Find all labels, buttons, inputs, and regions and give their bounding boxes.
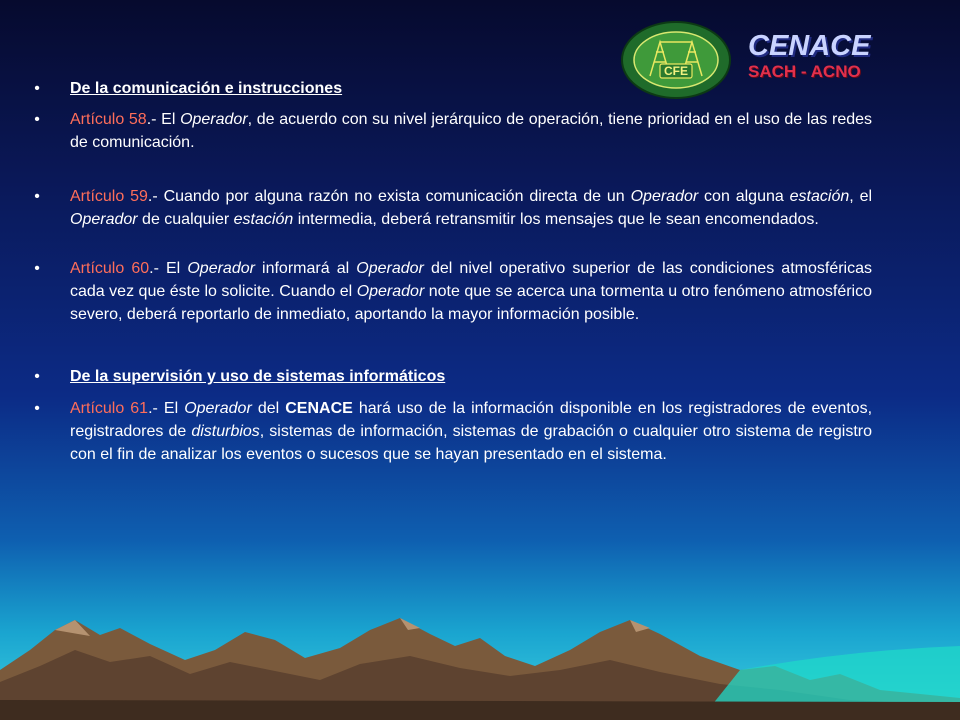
- text-run: note que se acerca una tormenta u otro fenómeno atmosférico severo, deberá reportarlo de inmediato, aportando la mayor información posible.: [70, 283, 873, 323]
- article-text: [70, 185, 872, 231]
- brand-title: CENACE: [748, 30, 871, 62]
- article-label: Artículo 60: [70, 260, 150, 277]
- article-label: Artículo 58: [70, 111, 147, 128]
- bullet: •: [34, 80, 40, 97]
- text-run: disturbios: [191, 423, 260, 440]
- list-item-articulo-59: [30, 185, 872, 231]
- text-run: CENACE: [285, 400, 353, 417]
- text-run: , de acuerdo con su nivel jerárquico de operación, tiene prioridad en el uso de las redes de comunicación.: [70, 111, 873, 151]
- brand-block: [748, 30, 870, 82]
- text-run: Operador: [356, 260, 424, 277]
- text-run: , sistemas de información, sistemas de grabación o cualquier otro sistema de registro con el fin de analizar los eventos o sucesos que se hayan presentado en el sistema.: [70, 423, 872, 463]
- text-run: del: [251, 400, 286, 417]
- text-run: .- El: [148, 400, 185, 417]
- text-run: Operador: [187, 260, 255, 277]
- text-run: estación: [789, 188, 850, 205]
- article-label: Artículo 61: [70, 400, 149, 417]
- text-run: informará al: [254, 260, 357, 277]
- section-heading: De la supervisión y uso de sistemas informáticos: [70, 368, 446, 385]
- article-text: [70, 108, 872, 154]
- text-run: del nivel operativo superior de las condiciones atmosféricas cada vez que éste lo solicite. Cuando el: [70, 260, 873, 300]
- text-run: hará uso de la información disponible en los registradores de eventos, registradores de: [70, 400, 873, 440]
- text-run: Operador: [630, 188, 699, 205]
- list-item-articulo-60: [30, 257, 872, 326]
- article-text: [70, 397, 872, 466]
- list-item-heading-comunicacion: [30, 77, 872, 100]
- bullet: •: [34, 400, 40, 417]
- cfe-logo-text: CFE: [664, 64, 688, 78]
- bullet: •: [34, 188, 40, 205]
- mountains-illustration: [0, 610, 960, 720]
- text-run: .- El: [149, 260, 188, 277]
- text-run: Operador: [184, 400, 252, 417]
- text-run: Operador: [356, 283, 425, 300]
- text-run: Operador: [180, 111, 248, 128]
- section-heading: De la comunicación e instrucciones: [70, 80, 343, 97]
- bullet: •: [34, 260, 40, 277]
- list-item-articulo-58: [30, 108, 872, 154]
- text-run: intermedia, deberá retransmitir los mensajes que le sean encomendados.: [293, 211, 819, 228]
- list-item-articulo-61: [30, 397, 872, 466]
- text-run: .- Cuando por alguna razón no exista comunicación directa de un: [147, 188, 631, 205]
- text-run: .- El: [146, 111, 181, 128]
- list-item-heading-supervision: [30, 365, 872, 388]
- text-run: con alguna: [698, 188, 790, 205]
- text-run: de cualquier: [137, 211, 234, 228]
- brand-subtitle: SACH - ACNO: [748, 62, 861, 81]
- text-run: estación: [233, 211, 294, 228]
- bullet: •: [34, 368, 40, 385]
- text-run: Operador: [70, 211, 138, 228]
- text-run: , el: [849, 188, 873, 205]
- article-label: Artículo 59: [70, 188, 148, 205]
- article-text: [70, 257, 872, 326]
- bullet: •: [34, 111, 40, 128]
